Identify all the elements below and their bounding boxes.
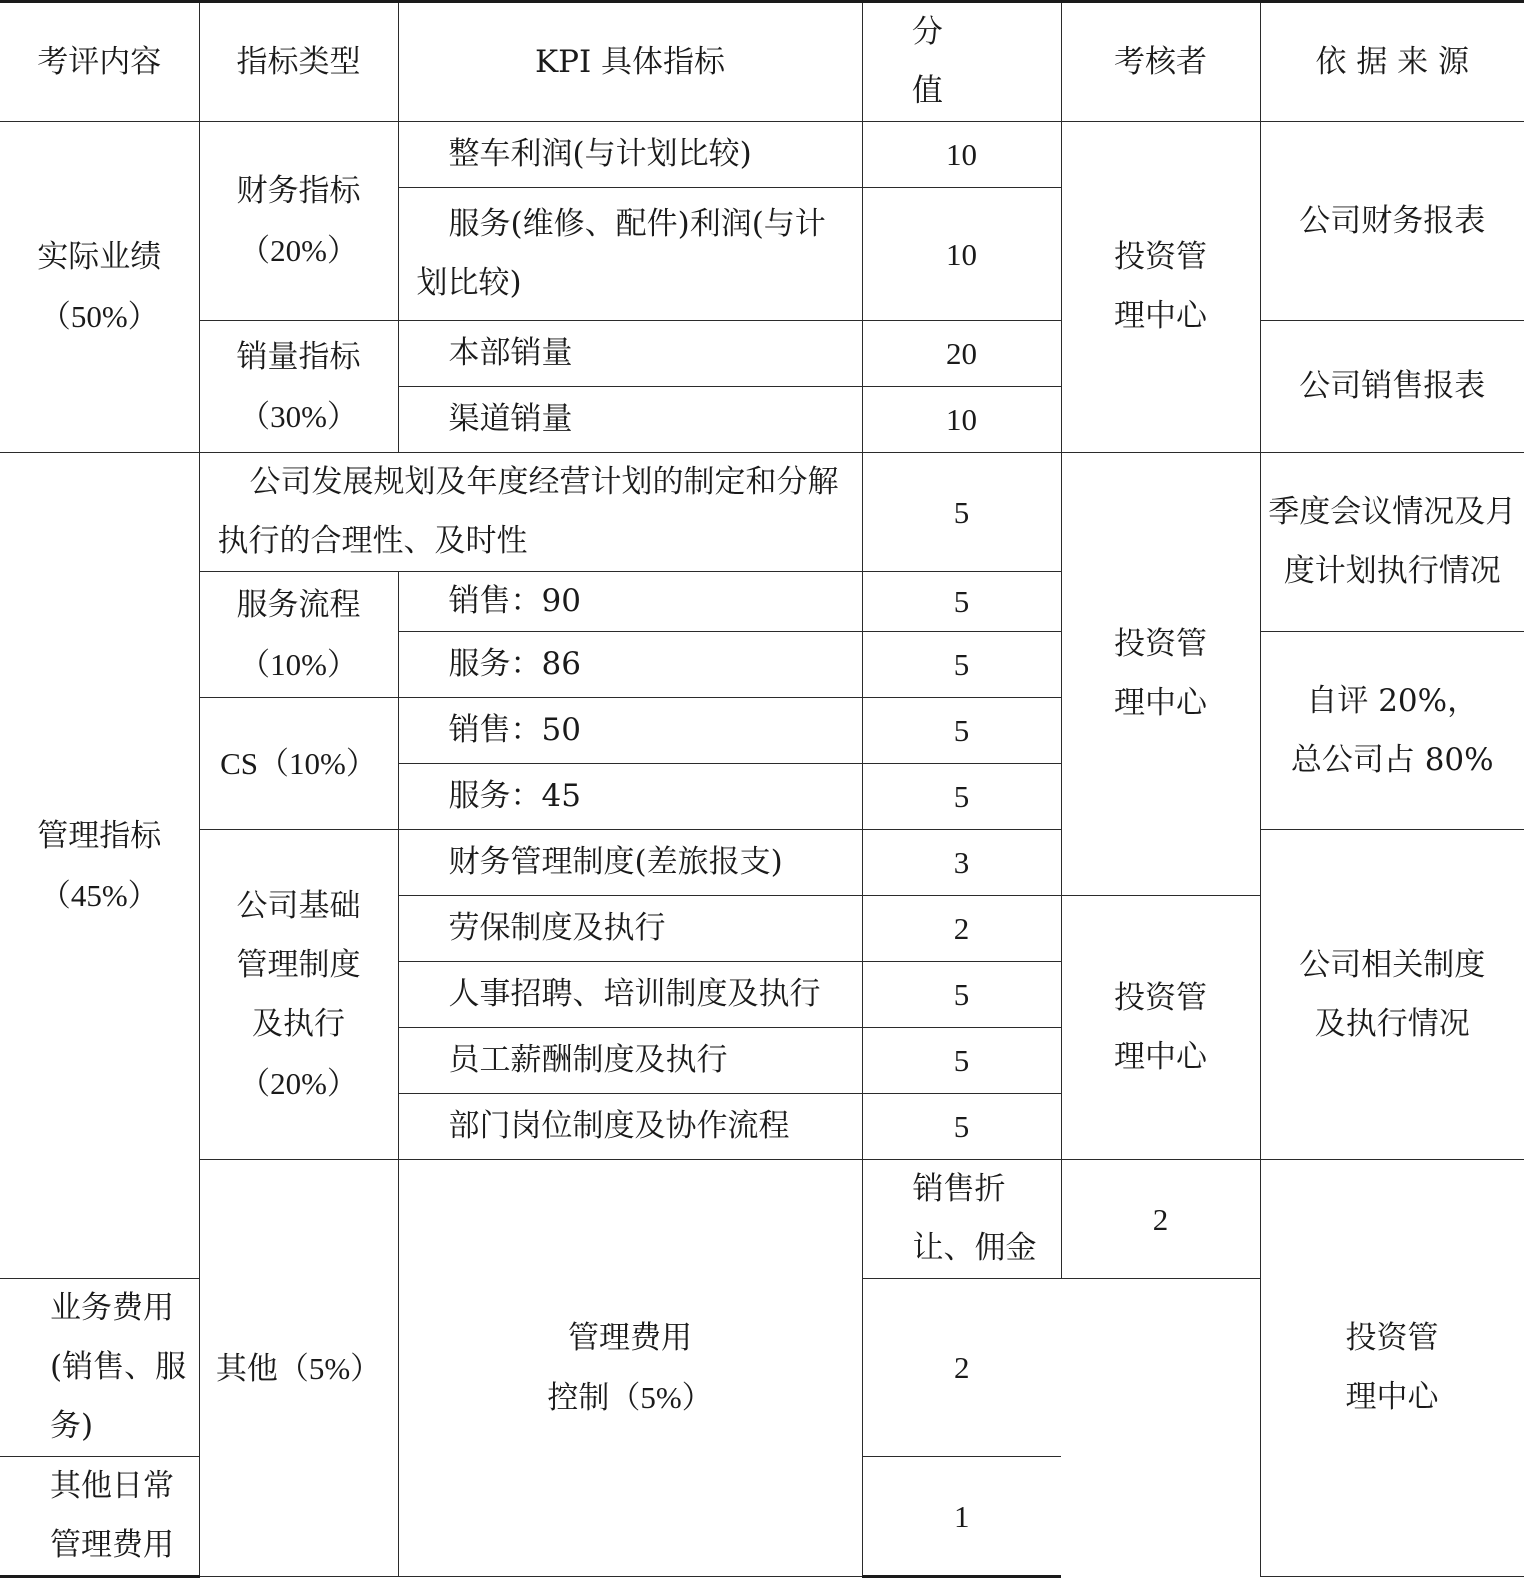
source-line: 度计划执行情况 (1261, 542, 1524, 601)
category-label: 管理指标 (0, 807, 199, 866)
assessor-line: 理中心 (1062, 287, 1260, 346)
score-value: 5 (862, 632, 1061, 698)
kpi-item: 部门岗位制度及协作流程 (398, 1094, 862, 1160)
score-value: 20 (862, 321, 1061, 387)
score-value: 2 (862, 1279, 1061, 1457)
table-row (0, 321, 1524, 387)
kpi-item: 业务费用(销售、服务) (0, 1279, 199, 1457)
assessor-line: 理中心 (1062, 1028, 1260, 1087)
kpi-item: 渠道销量 (398, 387, 862, 453)
kpi-item: 服务(维修、配件)利润(与计划比较) (398, 188, 862, 321)
assessor-performance (1061, 122, 1260, 453)
assessor-basic (1061, 896, 1260, 1160)
assessor-line: 投资管 (1062, 969, 1260, 1028)
category-label: 实际业绩 (0, 228, 199, 287)
kpi-item: 本部销量 (398, 321, 862, 387)
assessor-line: 理中心 (1261, 1368, 1524, 1427)
source-sales: 公司销售报表 (1260, 321, 1524, 453)
score-value: 10 (862, 122, 1061, 188)
source-line: 季度会议情况及月 (1261, 483, 1524, 542)
category-performance (0, 122, 199, 453)
score-value: 2 (862, 896, 1061, 962)
kpi-item: 销售：50 (398, 698, 862, 764)
category-other: 其他（5%） (199, 1160, 398, 1577)
type-weight: （20%） (200, 1054, 398, 1113)
kpi-item: 销售：90 (398, 572, 862, 632)
score-value: 5 (862, 962, 1061, 1028)
score-value: 5 (862, 453, 1061, 572)
kpi-item-planning: 公司发展规划及年度经营计划的制定和分解执行的合理性、及时性 (199, 453, 862, 572)
type-label: 公司基础 (200, 877, 398, 936)
type-weight: （30%） (200, 387, 398, 446)
source-line: 及执行情况 (1261, 995, 1524, 1054)
source-basic (1260, 830, 1524, 1160)
type-sales (199, 321, 398, 453)
type-label: 管理费用 (399, 1309, 862, 1368)
score-value: 10 (862, 387, 1061, 453)
type-label: 管理制度 (200, 936, 398, 995)
source-line: 自评 20%， (1261, 672, 1524, 731)
score-value: 5 (862, 698, 1061, 764)
assessor-management (1061, 453, 1260, 896)
source-cs (1260, 632, 1524, 830)
table-row (0, 453, 1524, 572)
score-value: 5 (862, 1094, 1061, 1160)
source-planning (1260, 453, 1524, 632)
source-line: 公司相关制度 (1261, 936, 1524, 995)
type-basic (199, 830, 398, 1160)
kpi-item: 服务：45 (398, 764, 862, 830)
kpi-item: 其他日常管理费用 (0, 1457, 199, 1577)
type-weight: （20%） (200, 221, 398, 280)
score-value: 3 (862, 830, 1061, 896)
table-row (0, 122, 1524, 188)
type-label: 财务指标 (200, 162, 398, 221)
kpi-item: 员工薪酬制度及执行 (398, 1028, 862, 1094)
kpi-item: 劳保制度及执行 (398, 896, 862, 962)
header-row (0, 2, 1524, 122)
assessor-line: 投资管 (1062, 228, 1260, 287)
score-value: 5 (862, 764, 1061, 830)
score-value: 2 (1061, 1160, 1260, 1279)
source-finance: 公司财务报表 (1260, 122, 1524, 321)
assessor-other (1260, 1160, 1524, 1577)
category-weight: （50%） (0, 287, 199, 346)
type-label: 销量指标 (200, 328, 398, 387)
header-source: 依 据 来 源 (1260, 2, 1524, 122)
type-label: 及执行 (200, 995, 398, 1054)
kpi-item: 销售折让、佣金 (862, 1160, 1061, 1279)
header-score: 分 值 (862, 2, 1061, 122)
category-management (0, 453, 199, 1279)
type-expense (398, 1160, 862, 1577)
assessor-line: 投资管 (1062, 615, 1260, 674)
header-type: 指标类型 (199, 2, 398, 122)
type-label: 服务流程 (200, 576, 398, 635)
type-finance (199, 122, 398, 321)
kpi-item: 整车利润(与计划比较) (398, 122, 862, 188)
header-kpi: KPI 具体指标 (398, 2, 862, 122)
table-row (0, 830, 1524, 896)
kpi-item: 人事招聘、培训制度及执行 (398, 962, 862, 1028)
type-cs: CS（10%） (199, 698, 398, 830)
score-value: 5 (862, 1028, 1061, 1094)
type-service-process (199, 572, 398, 698)
kpi-item: 服务：86 (398, 632, 862, 698)
assessor-line: 理中心 (1062, 674, 1260, 733)
score-value: 10 (862, 188, 1061, 321)
score-value: 1 (862, 1457, 1061, 1577)
source-line: 总公司占 80% (1261, 731, 1524, 790)
header-assessor: 考核者 (1061, 2, 1260, 122)
type-label: 控制（5%） (399, 1368, 862, 1427)
type-weight: （10%） (200, 635, 398, 694)
table-row (0, 1160, 1524, 1279)
header-content: 考评内容 (0, 2, 199, 122)
category-weight: （45%） (0, 866, 199, 925)
assessor-line: 投资管 (1261, 1309, 1524, 1368)
kpi-item: 财务管理制度(差旅报支) (398, 830, 862, 896)
score-value: 5 (862, 572, 1061, 632)
